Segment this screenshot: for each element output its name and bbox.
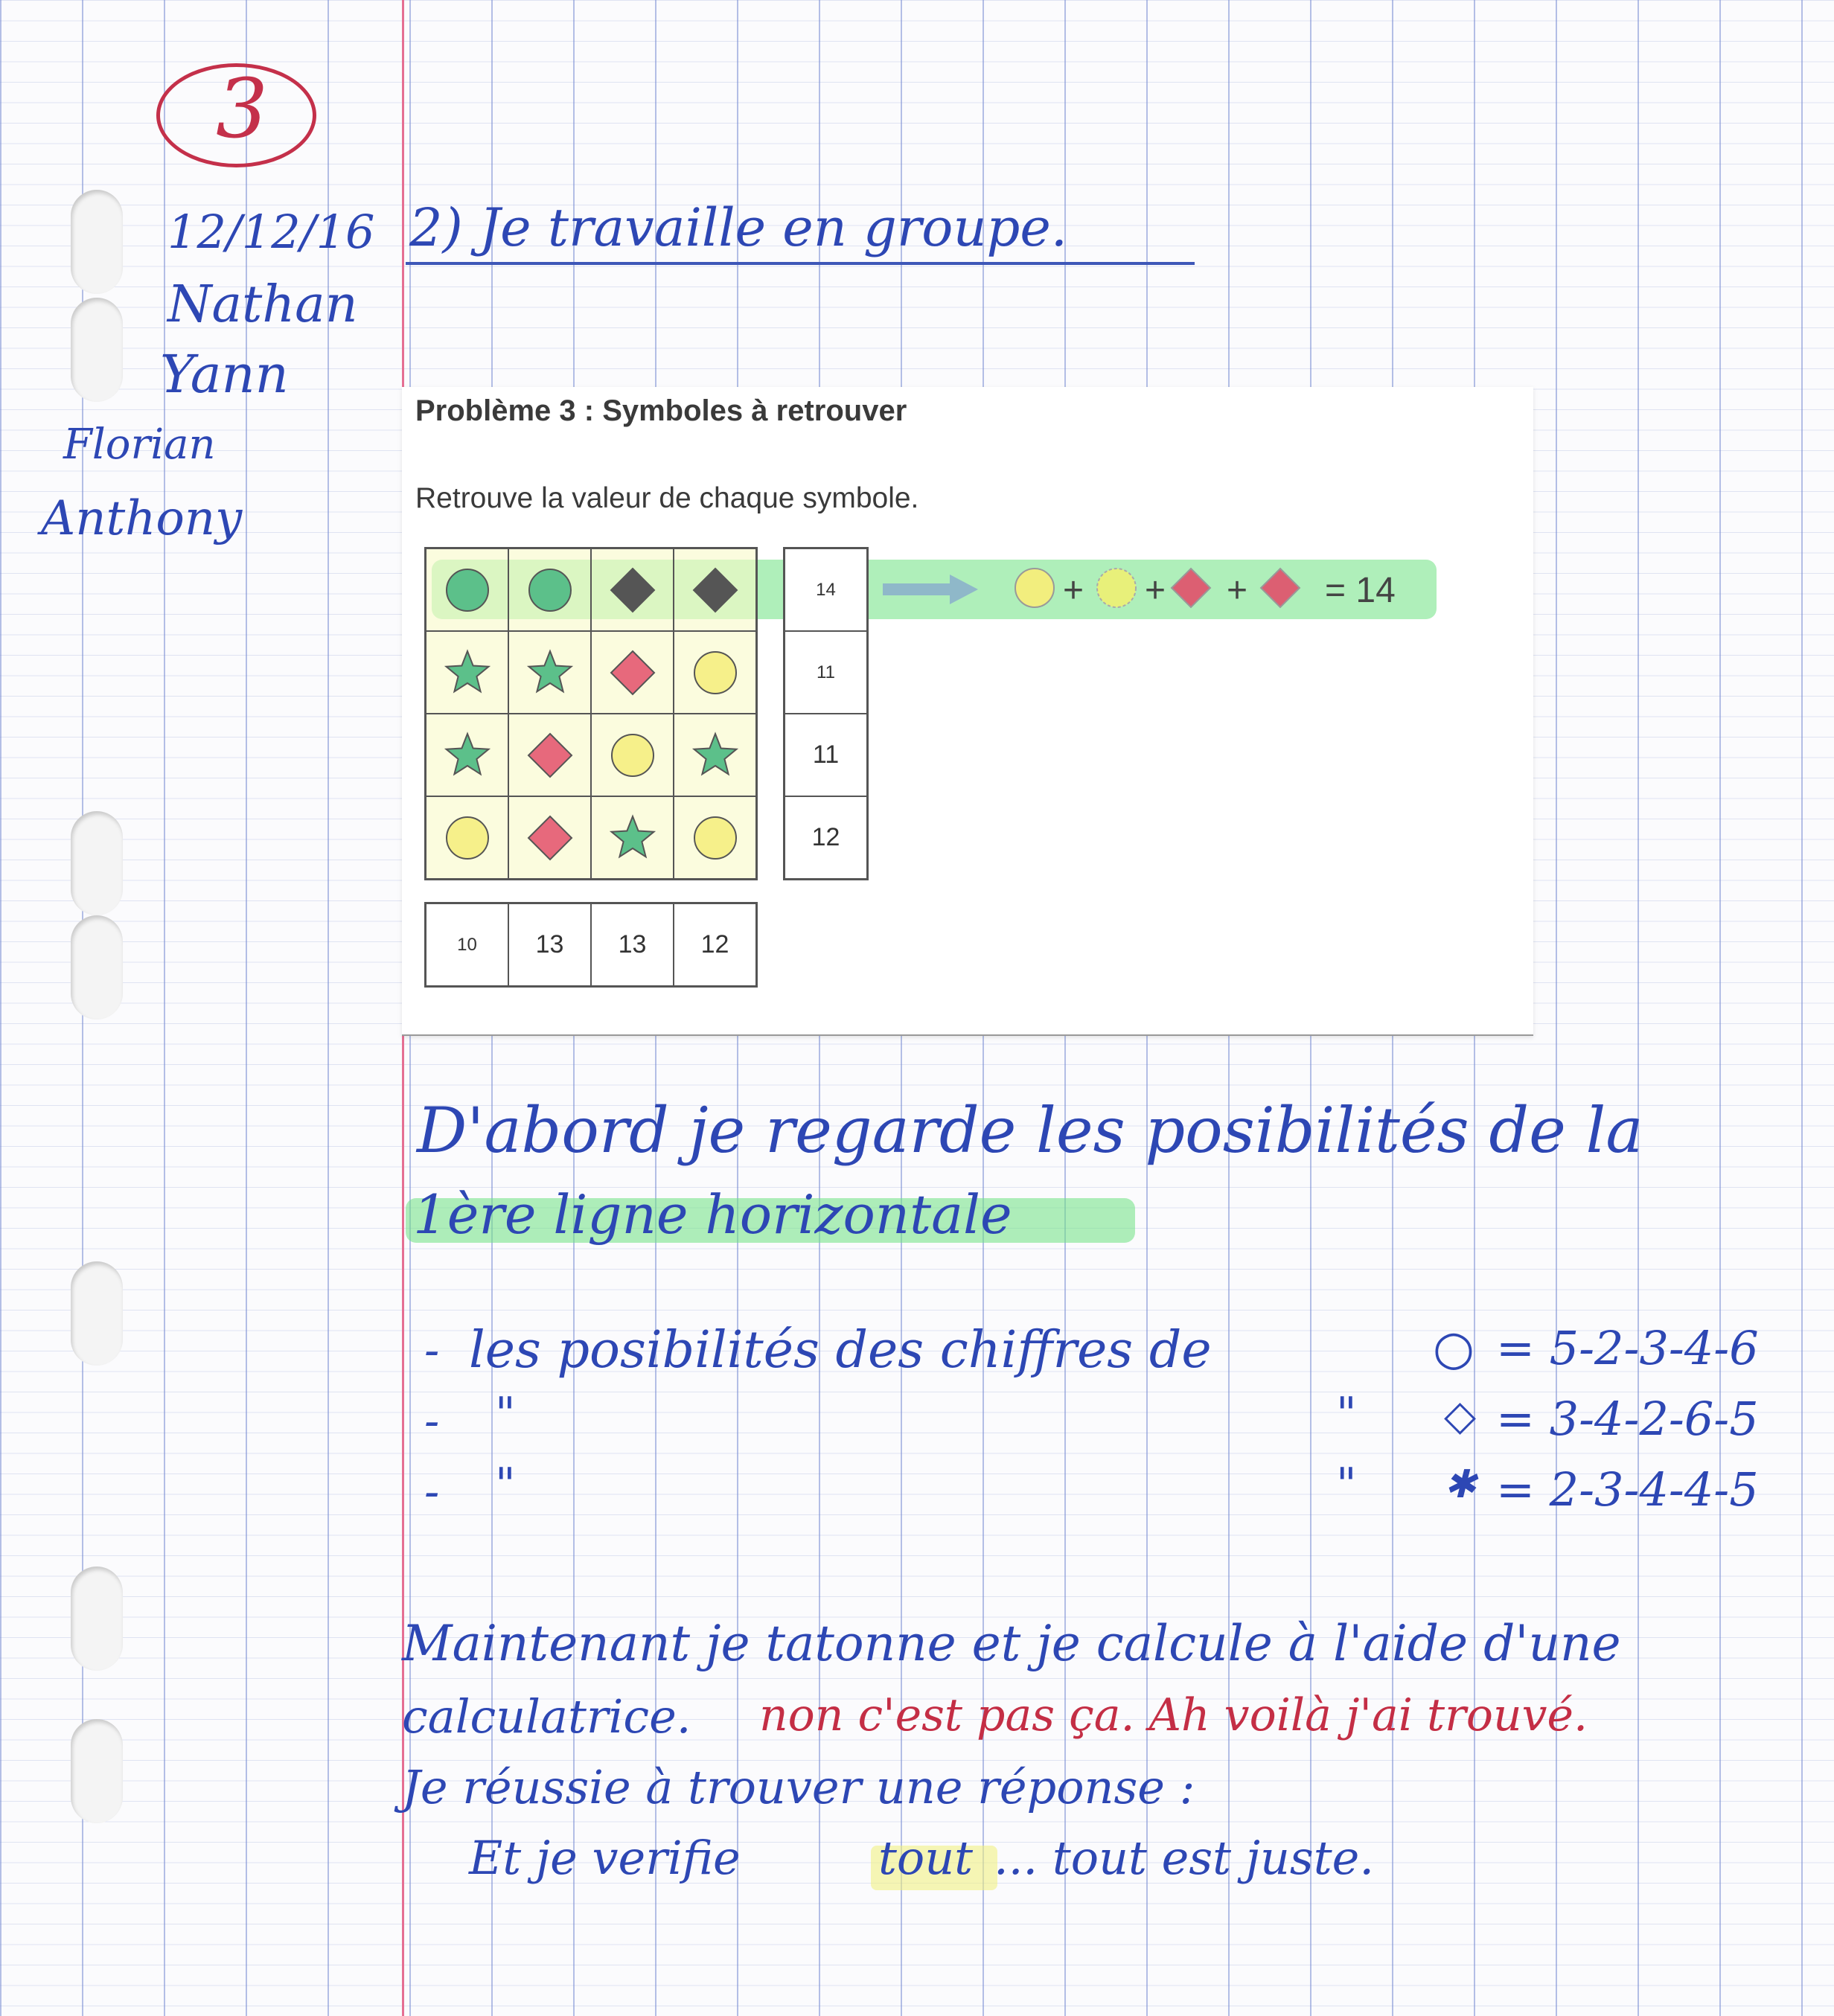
green-star-icon (441, 647, 493, 699)
list-dash: - (424, 1325, 440, 1377)
binder-hole (71, 1719, 123, 1823)
yellow-circle-icon (441, 812, 493, 864)
yellow-circle-icon (1094, 566, 1139, 610)
yellow-circle-icon (689, 647, 741, 699)
grid-cell (508, 714, 591, 796)
binder-hole (71, 811, 123, 915)
list-text: les posibilités des chiffres de (469, 1321, 1212, 1380)
diamond-symbol: ◇ (1444, 1392, 1477, 1440)
paragraph-red-note: non c'est pas ça. Ah voilà j'ai trouvé. (759, 1689, 1588, 1741)
section-title-underline (406, 262, 1195, 265)
plus-sign: + (1145, 571, 1166, 610)
exercise-card (402, 387, 1533, 1036)
yellow-circle-icon (607, 729, 659, 781)
student-name: Florian (63, 420, 216, 469)
grey-diamond-icon (607, 564, 659, 616)
arrow-right-icon (883, 573, 980, 606)
circle-symbol: ○ (1433, 1321, 1474, 1376)
grid-cell (508, 796, 591, 879)
possible-values: = 3-4-2-6-5 (1496, 1392, 1759, 1446)
paragraph-line: ... tout est juste. (994, 1831, 1375, 1885)
ditto-mark: " (1336, 1459, 1357, 1511)
grid-cell (508, 631, 591, 714)
list-dash: - (424, 1395, 440, 1447)
grid-cell (674, 796, 756, 879)
note-line-2: 1ère ligne horizontale (413, 1183, 1012, 1246)
note-line-1: D'abord je regarde les posibilités de la (417, 1094, 1643, 1167)
grid-cell (591, 548, 674, 631)
binder-hole (71, 190, 123, 294)
row-sum: 11 (785, 714, 867, 796)
grid-cell (426, 714, 508, 796)
grid-cell (674, 548, 756, 631)
green-circle-icon (441, 564, 493, 616)
problem-title: Problème 3 : Symboles à retrouver (415, 394, 907, 427)
row-sum: 11 (785, 631, 867, 714)
section-title: 2) Je travaille en groupe. (409, 197, 1068, 258)
row-sum: 12 (785, 796, 867, 879)
red-diamond-icon (524, 812, 576, 864)
binder-hole (71, 1261, 123, 1366)
grid-cell (591, 796, 674, 879)
star-symbol: ✱ (1444, 1462, 1477, 1507)
binder-hole (71, 298, 123, 402)
grid-cell (674, 631, 756, 714)
grid-cell (591, 631, 674, 714)
possible-values: = 2-3-4-4-5 (1496, 1462, 1759, 1517)
green-star-icon (689, 729, 741, 781)
row-sums (783, 547, 869, 880)
column-sum: 13 (508, 903, 591, 986)
green-circle-icon (524, 564, 576, 616)
grid-cell (508, 548, 591, 631)
grid-cell (426, 631, 508, 714)
grid-cell (591, 714, 674, 796)
possible-values: = 5-2-3-4-6 (1496, 1321, 1759, 1375)
yellow-circle-icon (1012, 566, 1057, 610)
paragraph-line: calculatrice. (402, 1689, 691, 1744)
green-star-icon (607, 812, 659, 864)
yellow-circle-icon (689, 812, 741, 864)
column-sum: 13 (591, 903, 674, 986)
student-name: Nathan (167, 275, 358, 334)
student-name: Yann (160, 344, 289, 405)
grid-cell (674, 714, 756, 796)
green-star-icon (441, 729, 493, 781)
plus-sign: + (1063, 571, 1084, 610)
row-sum: 14 (785, 548, 867, 631)
paragraph-line: Je réussie à trouver une réponse : (402, 1760, 1195, 1814)
highlighted-word: tout (878, 1831, 974, 1885)
binder-hole (71, 915, 123, 1020)
red-diamond-icon (524, 729, 576, 781)
red-diamond-icon (1169, 566, 1213, 610)
paragraph-line: Et je verifie (469, 1831, 741, 1885)
problem-instruction: Retrouve la valeur de chaque symbole. (415, 482, 919, 514)
column-sums (424, 902, 758, 988)
ditto-mark: " (495, 1388, 516, 1440)
ditto-mark: " (495, 1459, 516, 1511)
equation-result: = 14 (1325, 571, 1396, 610)
plus-sign: + (1227, 571, 1248, 610)
paragraph-line: Maintenant je tatonne et je calcule à l'aide d'une (402, 1615, 1621, 1672)
green-star-icon (524, 647, 576, 699)
list-dash: - (424, 1466, 440, 1518)
grid-cell (426, 796, 508, 879)
binder-hole (71, 1567, 123, 1671)
column-sum: 10 (426, 903, 508, 986)
ditto-mark: " (1336, 1388, 1357, 1440)
circled-number: 3 (216, 61, 268, 156)
red-diamond-icon (1258, 566, 1303, 610)
student-name: Anthony (41, 491, 243, 546)
grey-diamond-icon (689, 564, 741, 616)
column-sum: 12 (674, 903, 756, 986)
symbol-grid (424, 547, 758, 880)
red-diamond-icon (607, 647, 659, 699)
date: 12/12/16 (167, 205, 375, 259)
grid-cell (426, 548, 508, 631)
